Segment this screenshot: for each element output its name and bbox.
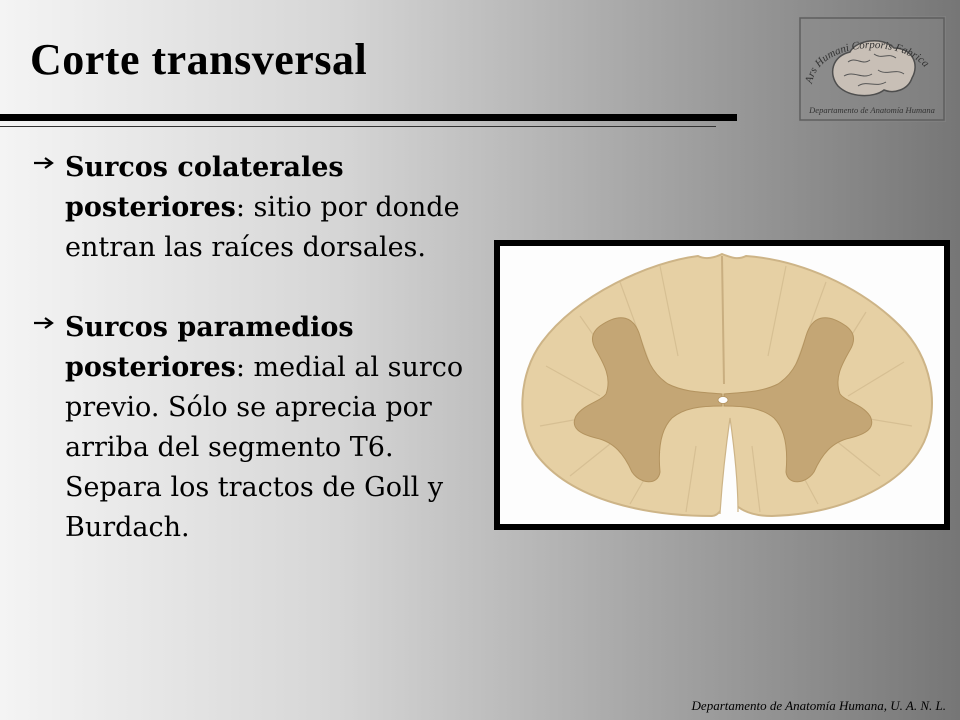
logo-image [798, 16, 946, 122]
arrow-right-icon [33, 156, 57, 170]
arrow-right-icon [33, 316, 57, 330]
department-logo [798, 16, 946, 122]
bullet-text [65, 148, 483, 268]
bullet-description: : medial al surco previo. Sólo se aprecia por arriba del segmento T6. Separa los tractos de Goll y Burdach. [65, 352, 464, 543]
logo-bottom-text: Departamento de Anatomía Humana [809, 105, 935, 115]
bullet-term: Surcos paramedios posteriores [65, 312, 354, 383]
spinal-cord-figure [494, 240, 950, 530]
title-rule-thick [0, 114, 737, 121]
bullet-item [33, 148, 483, 268]
spinal-cord-image [500, 246, 944, 524]
slide-title: Corte transversal [30, 35, 368, 84]
bullet-text [65, 308, 483, 548]
title-rule-thin [0, 126, 716, 127]
logo-arc-text: Ars Humani Corporis Fabrica [803, 38, 932, 85]
footer-credit: Departamento de Anatomía Humana, U. A. N. L. [691, 698, 946, 713]
bullet-term: Surcos colaterales posteriores [65, 152, 344, 223]
bullet-description: : sitio por donde entran las raíces dorsales. [65, 192, 460, 263]
bullet-list [33, 148, 483, 588]
bullet-item [33, 308, 483, 548]
